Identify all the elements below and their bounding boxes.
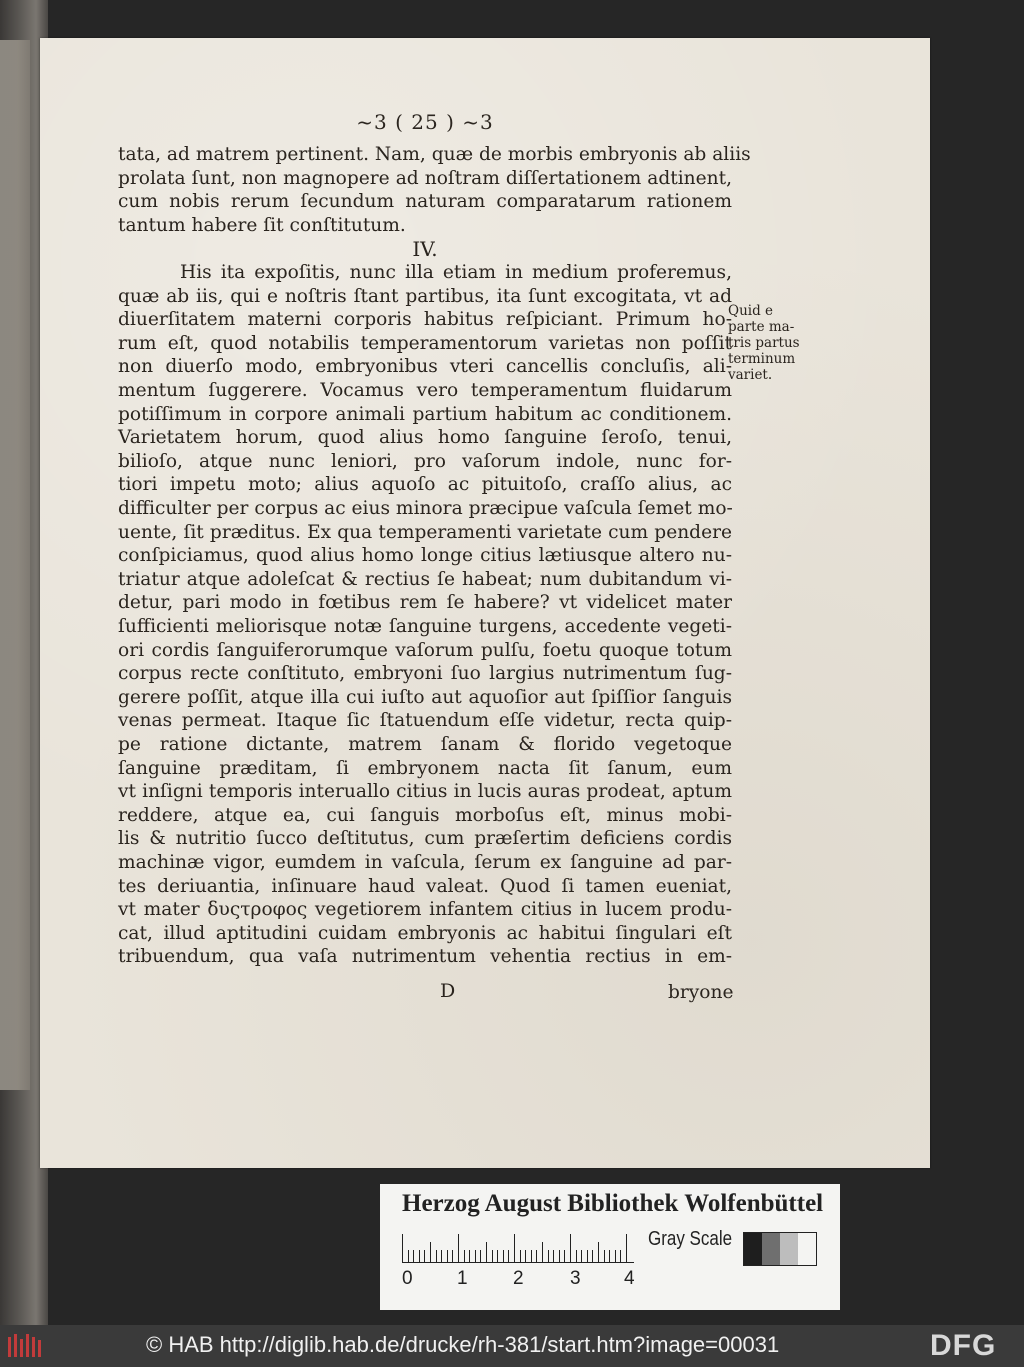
- ruler-tick: [604, 1250, 605, 1262]
- ruler-tick: [503, 1250, 504, 1262]
- text-line: venas permeat. Itaque ſic ſtatuendum eſſe videtur, recta quip-: [118, 710, 732, 732]
- text-line: lis & nutritio ſucco deſtitutus, cum præſertim deficiens cordis: [118, 828, 732, 850]
- text-line: tiori impetu moto; alius aquoſo ac pituitoſo, craſſo alius, ac: [118, 474, 732, 496]
- text-line: tribuendum, qua vaſa nutrimentum vehentia rectius in em-: [118, 946, 732, 968]
- text-line: reddere, atque ea, cui ſanguis morboſus eſt, minus mobi-: [118, 804, 732, 826]
- ruler-tick: [419, 1250, 420, 1262]
- text-line: prolata ſunt, non magnopere ad noſtram diſſertationem adtinent,: [118, 167, 732, 189]
- text-line: ſanguine præditam, ſi embryonem nacta ſit ſanum, eum: [118, 757, 732, 779]
- ruler-tick: [581, 1250, 582, 1262]
- dfg-logo: DFG: [930, 1329, 997, 1362]
- ruler-number: 4: [624, 1268, 635, 1289]
- ruler-tick: [424, 1250, 425, 1262]
- text-line: mentum ſuggerere. Vocamus vero temperamentum fluidarum: [118, 380, 732, 401]
- ruler-tick: [464, 1250, 465, 1262]
- ruler-tick: [548, 1250, 549, 1262]
- viewer-footer: [0, 1325, 1024, 1367]
- gray-scale-label: Gray Scale: [648, 1228, 733, 1250]
- ruler-tick: [531, 1250, 532, 1262]
- ruler-tick: [576, 1250, 577, 1262]
- catchword: bryone: [668, 982, 734, 1003]
- ruler-tick: [497, 1250, 498, 1262]
- ruler-tick: [570, 1234, 571, 1262]
- margin-note: [728, 303, 818, 383]
- text-line: IV.: [412, 237, 438, 262]
- gray-swatch: [762, 1233, 780, 1265]
- ruler-tick: [441, 1250, 442, 1262]
- text-line: His ita expoſitis, nunc illa etiam in medium proferemus,: [180, 262, 732, 283]
- ruler-number: 2: [513, 1268, 524, 1289]
- text-line: uente, ſit præditus. Ex qua temperamenti varietate cum pendere: [118, 521, 732, 543]
- page-number-header: ~3 ( 25 ) ~3: [356, 110, 494, 134]
- margin-note-line: terminum: [728, 351, 796, 367]
- ruler-tick: [609, 1250, 610, 1262]
- ruler-tick: [408, 1250, 409, 1262]
- gray-swatch: [798, 1233, 816, 1265]
- signature-mark: D: [440, 980, 456, 1002]
- ruler-tick: [480, 1250, 481, 1262]
- ruler-tick: [447, 1250, 448, 1262]
- ruler-number: 1: [457, 1268, 468, 1289]
- ruler-tick: [413, 1250, 414, 1262]
- gray-scale-swatches: [743, 1232, 817, 1266]
- margin-note-line: parte ma-: [728, 319, 795, 335]
- ruler-tick: [514, 1234, 515, 1262]
- ruler-tick: [458, 1234, 459, 1262]
- ruler-tick: [430, 1242, 431, 1262]
- text-line: corpus recte conſtituto, embryoni ſuo largius nutrimentum ſug-: [118, 663, 732, 685]
- ruler-tick: [542, 1242, 543, 1262]
- measurement-ruler: [402, 1232, 634, 1263]
- adjacent-page-edge: [0, 40, 30, 1090]
- text-line: potiſſimum in corpore animali partium habitum ac conditionem.: [118, 403, 732, 425]
- ruler-tick: [492, 1250, 493, 1262]
- text-line: cat, illud aptitudini cuidam embryonis ac habitui ſingulari eſt: [118, 922, 732, 944]
- text-line: vt inſigni temporis interuallo citius in lucis auras prodeat, aptum: [118, 781, 732, 803]
- text-line: pe ratione dictante, matrem ſanam & florido vegetoque: [118, 734, 732, 755]
- ruler-tick: [626, 1234, 627, 1262]
- ruler-tick: [520, 1250, 521, 1262]
- text-line: tantum habere ſit conſtitutum.: [118, 214, 406, 236]
- text-line: cum nobis rerum ſecundum naturam comparatarum rationem: [118, 191, 732, 213]
- ruler-tick: [564, 1250, 565, 1262]
- ruler-tick: [436, 1250, 437, 1262]
- gray-swatch: [780, 1233, 798, 1265]
- text-line: difficulter per corpus ac eius minora præcipue vaſcula ſemet mo-: [118, 498, 733, 519]
- ruler-tick: [475, 1250, 476, 1262]
- ruler-tick: [592, 1250, 593, 1262]
- margin-note-line: Quid e: [728, 303, 774, 319]
- text-line: gerere poſſit, atque illa cui iuſto aut aquoſior aut ſpiſſior ſanguis: [118, 686, 732, 708]
- text-line: detur, pari modo in fœtibus rem ſe habere? vt videlicet mater: [118, 592, 732, 614]
- ruler-number: 0: [402, 1268, 413, 1289]
- text-line: machinæ vigor, eumdem in vaſcula, ſerum ex ſanguine ad par-: [118, 852, 732, 873]
- ruler-tick: [587, 1250, 588, 1262]
- ruler-tick: [598, 1242, 599, 1262]
- ruler-tick: [469, 1250, 470, 1262]
- ruler-tick: [559, 1250, 560, 1262]
- ruler-tick: [525, 1250, 526, 1262]
- text-line: ori cordis ſanguiferorumque vaſorum pulſu, foetu quoque totum: [118, 639, 732, 661]
- text-line: non diuerſo modo, embryonibus vteri cancellis concluſis, ali-: [118, 356, 732, 378]
- text-line: diuerſitatem materni corporis habitus reſpiciant. Primum ho-: [118, 309, 732, 331]
- ruler-tick: [402, 1234, 403, 1262]
- ruler-tick: [452, 1250, 453, 1262]
- text-line: vt mater δυςτροφος vegetiorem infantem citius in lucem produ-: [118, 899, 732, 921]
- color-reference-card: [380, 1184, 840, 1310]
- text-line: tata, ad matrem pertinent. Nam, quæ de morbis embryonis ab aliis: [118, 144, 751, 165]
- library-name: Herzog August Bibliothek Wolfenbüttel: [402, 1190, 824, 1217]
- margin-note-line: tris partus: [728, 335, 800, 351]
- text-line: ſufficienti meliorisque notæ ſanguine turgens, accedente vegeti-: [118, 616, 732, 637]
- copyright-url[interactable]: © HAB http://diglib.hab.de/drucke/rh-381/start.htm?image=00031: [146, 1332, 780, 1357]
- ruler-tick: [486, 1242, 487, 1262]
- text-line: tes deriuantia, inſinuare haud valeat. Quod ſi tamen eueniat,: [118, 875, 732, 897]
- text-line: quæ ab iis, qui e noſtris ſtant partibus, ita ſunt excogitata, vt ad: [118, 285, 732, 307]
- ruler-number: 3: [570, 1268, 581, 1289]
- ruler-tick: [620, 1250, 621, 1262]
- hab-logo-icon: [6, 1331, 44, 1361]
- gray-swatch: [744, 1233, 762, 1265]
- ruler-tick: [536, 1250, 537, 1262]
- margin-note-line: variet.: [728, 367, 773, 383]
- text-line: triatur atque adoleſcat & rectius ſe habeat; num dubitandum vi-: [118, 568, 732, 590]
- text-line: Varietatem horum, quod alius homo ſanguine ſeroſo, tenui,: [118, 427, 732, 449]
- text-line: bilioſo, atque nunc leniori, pro vaſorum indole, nunc for-: [118, 450, 732, 472]
- ruler-tick: [553, 1250, 554, 1262]
- ruler-tick: [508, 1250, 509, 1262]
- ruler-tick: [615, 1250, 616, 1262]
- text-line: conſpiciamus, quod alius homo longe citius lætiusque altero nu-: [118, 545, 732, 567]
- text-line: rum eſt, quod notabilis temperamentorum varietas non poſſit: [118, 332, 732, 354]
